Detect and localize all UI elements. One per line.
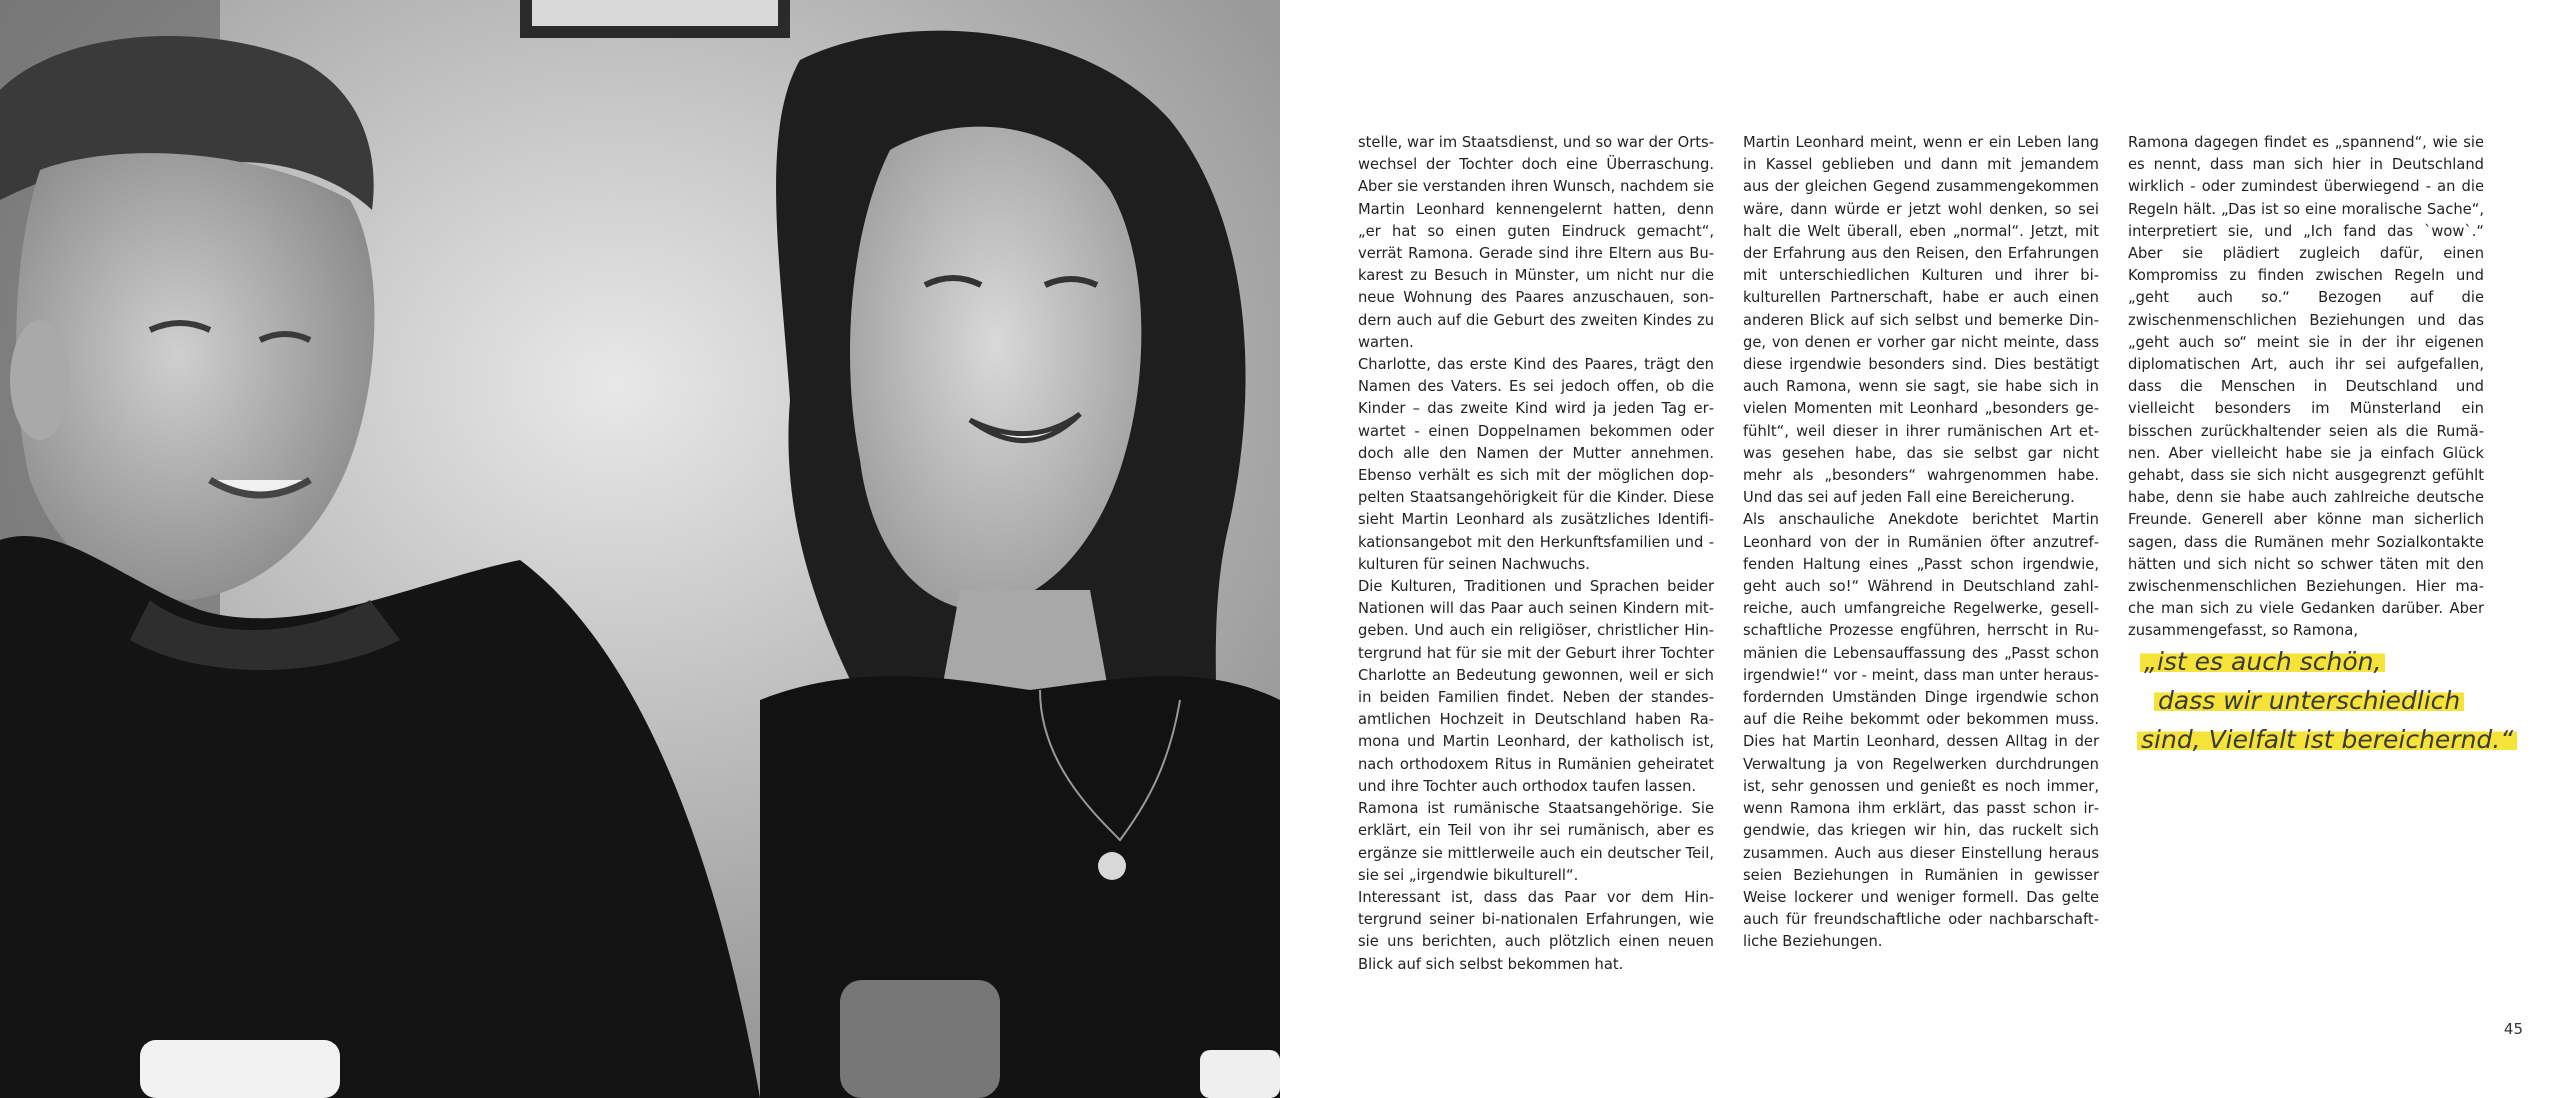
pull-quote <box>2140 642 2530 759</box>
paragraph: Martin Leonhard meint, wenn er ein Leben lang in Kassel geblieben und dann mit jemandem aus der gleichen Gegend zusammengekommen wäre, dann würde er jetzt wohl denken, so sei halt die Welt überall, eben „normal“. Jetzt, mit der Erfahrung aus den Reisen, den Erfahrungen mit unterschiedlichen Kulturen und ihrer bikulturellen Partnerschaft, habe er auch einen anderen Blick auf sich selbst und bemerke Dinge, von denen er vorher gar nicht meinte, dass diese irgendwie besonders sind. Dies bestätigt auch Ramona, wenn sie sagt, sie habe sich in vielen Momenten mit Leonhard „besonders gefühlt“, weil dieser in ihrer rumänischen Art etwas gesehen habe, das sie selbst gar nicht mehr als „besonders“ wahrgenommen habe. Und das sei auf jeden Fall eine Bereicherung. <box>1743 134 2099 507</box>
paragraph: Die Kulturen, Traditionen und Sprachen beider Nationen will das Paar auch seinen Kindern mitgeben. Und auch ein religiöser, christlicher Hintergrund hat für sie mit der Geburt ihrer Tochter Charlotte an Bedeutung gewonnen, weil er sich in beiden Familien findet. Neben der standesamtlichen Hochzeit in Deutschland haben Ramona und Martin Leonhard, der katholisch ist, nach orthodoxem Ritus in Rumänien geheiratet und ihre Tochter auch orthodox taufen lassen. <box>1358 578 1714 795</box>
paragraph: Ramona dagegen findet es „spannend“, wie sie es nennt, dass man sich hier in Deutschland wirklich - oder zumindest überwiegend - an die Regeln hält. „Das ist so eine moralische Sache“, interpretiert sie, und „Ich fand das `wow`.“ Aber sie plädiert zugleich dafür, einen Kompromiss zu finden zwischen Regeln und „geht auch so.“ Bezogen auf die zwischenmenschlichen Beziehungen und das „geht auch so“ meint sie in der ihr eigenen diplomatischen Art, auch ihr sei aufgefallen, dass die Menschen in Deutschland und vielleicht besonders im Münsterland ein bisschen zurückhaltender seien als die Rumänen. Aber vielleicht habe sie ja einfach Glück gehabt, dass sie sich nicht ausgegrenzt gefühlt habe, denn sie habe auch zahlreiche deutsche Freunde. Generell aber könne man sicherlich sagen, dass die Rumänen mehr Sozialkontakte hätten und sich nicht so schwer täten mit den zwischenmenschlichen Beziehungen. Hier mache man sich zu viele Gedanken darüber. Aber zusammengefasst, so Ramona, <box>2128 134 2484 640</box>
page-number: 45 <box>2503 1020 2523 1038</box>
paragraph: Ramona ist rumänische Staatsangehörige. Sie erklärt, ein Teil von ihr sei rumänisch, aber es ergänze sie mittlerweile auch ein deutscher Teil, sie sei „irgendwie bikulturell“. <box>1358 800 1714 884</box>
text-column-2 <box>1743 132 2099 954</box>
pull-quote-line: sind, Vielfalt ist bereichernd.“ <box>2137 725 2517 754</box>
paragraph: stelle, war im Staatsdienst, und so war der Ortswechsel der Tochter doch eine Überraschung. Aber sie verstanden ihren Wunsch, nachdem sie Martin Leonhard kennengelernt hatten, denn „er hat so einen guten Eindruck gemacht“, verrät Ramona. Gerade sind ihre Eltern aus Bukarest zu Besuch in Münster, um nicht nur die neue Wohnung des Paares anzuschauen, sondern auch auf die Geburt des zweiten Kindes zu warten. <box>1358 134 1714 351</box>
paragraph: Interessant ist, dass das Paar vor dem Hintergrund seiner bi-nationalen Erfahrungen, wie sie uns berichten, auch plötzlich einen neuen Blick auf sich selbst bekommen hat. <box>1358 888 1714 973</box>
paragraph: Als anschauliche Anekdote berichtet Martin Leonhard von der in Rumänien öfter anzutreffenden Haltung eines „Passt schon irgendwie, geht auch so!“ Während in Deutschland zahlreiche, auch umfangreiche Regelwerke, gesellschaftliche Prozesse engführen, herrscht in Rumänien die Lebensauffassung des „Passt schon irgendwie!“ vor - meint, dass man unter herausfordernden Umständen Dinge irgendwie schon auf die Reihe bekommt oder bekommen muss. Dies hat Martin Leonhard, dessen Alltag in der Verwaltung ja von Regelwerken durchdrungen ist, sehr genossen und genießt es noch immer, wenn Ramona ihm erklärt, das passt schon irgendwie, das kriegen wir hin, das ruckelt sich zusammen. Auch aus dieser Einstellung heraus seien Beziehungen in Rumänien in gewisser Weise lockerer und weniger formell. Das gelte auch für freundschaftliche oder nachbarschaftliche Beziehungen. <box>1743 511 2099 951</box>
text-page <box>1280 0 2560 1098</box>
pull-quote-line: dass wir unterschiedlich <box>2154 686 2464 715</box>
pull-quote-line: „ist es auch schön, <box>2140 647 2385 676</box>
paragraph: Charlotte, das erste Kind des Paares, trägt den Namen des Vaters. Es sei jedoch offen, ob die Kinder – das zweite Kind wird ja jeden Tag erwartet - einen Doppelnamen bekommen oder doch alle den Namen der Mutter annehmen. Ebenso verhält es sich mit der möglichen doppelten Staatsangehörigkeit für die Kinder. Diese sieht Martin Leonhard als zusätzliches Identifikationsangebot mit den Herkunftsfamilien und -kulturen für seinen Nachwuchs. <box>1358 356 1714 573</box>
text-column-3 <box>2128 132 2484 643</box>
text-column-1 <box>1358 132 1714 976</box>
